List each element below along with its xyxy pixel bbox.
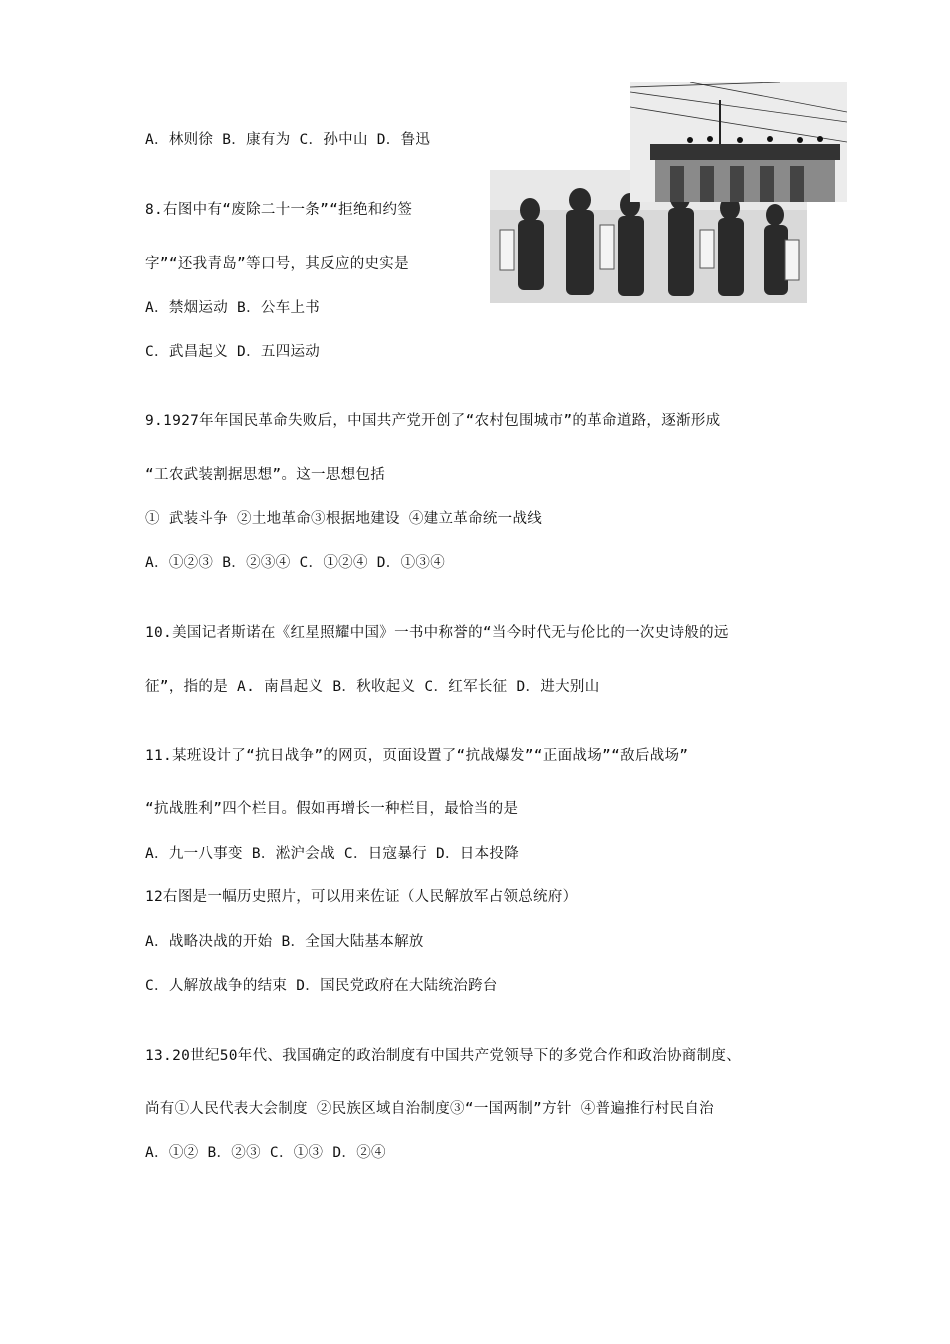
q9-stem-line2: “工农武装割据思想”。这一思想包括 bbox=[145, 467, 386, 483]
q13-stem-line2: 尚有①人民代表大会制度 ②民族区域自治制度③“一国两制”方针 ④普遍推行村民自治 bbox=[145, 1101, 714, 1117]
q11-stem-line1: 11.某班设计了“抗日战争”的网页，页面设置了“抗战爆发”“正面战场”“敌后战场” bbox=[145, 748, 689, 764]
q9-items: ① 武装斗争 ②土地革命③根据地建设 ④建立革命统一战线 bbox=[145, 511, 543, 527]
q13-stem-line1: 13.20世纪50年代、我国确定的政治制度有中国共产党领导下的多党合作和政治协商制度、 bbox=[145, 1048, 742, 1064]
q7-options: A．林则徐 B．康有为 C．孙中山 D．鲁迅 bbox=[145, 132, 431, 148]
q10-stem-line2: 征”，指的是 A. 南昌起义 B．秋收起义 C．红军长征 D．进大别山 bbox=[145, 679, 600, 695]
q8-options-cd: C．武昌起义 D．五四运动 bbox=[145, 344, 321, 360]
q8-stem-line1: 8.右图中有“废除二十一条”“拒绝和约签 bbox=[145, 202, 413, 218]
q8-options-ab: A．禁烟运动 B．公车上书 bbox=[145, 300, 321, 316]
q8-stem-line2: 字”“还我青岛”等口号，其反应的史实是 bbox=[145, 256, 409, 272]
q11-options: A．九一八事变 B．淞沪会战 C．日寇暴行 D．日本投降 bbox=[145, 846, 520, 862]
q12-stem: 12右图是一幅历史照片，可以用来佐证（人民解放军占领总统府） bbox=[145, 889, 578, 905]
q11-stem-line2: “抗战胜利”四个栏目。假如再增长一种栏目，最恰当的是 bbox=[145, 801, 519, 817]
presidential-palace-photo bbox=[630, 82, 847, 202]
q10-stem-line1: 10.美国记者斯诺在《红星照耀中国》一书中称誉的“当今时代无与伦比的一次史诗般的远 bbox=[145, 625, 729, 641]
q12-options-ab: A．战略决战的开始 B．全国大陆基本解放 bbox=[145, 934, 424, 950]
q9-options: A．①②③ B．②③④ C．①②④ D．①③④ bbox=[145, 555, 446, 571]
q9-stem-line1: 9.1927年年国民革命失败后，中国共产党开创了“农村包围城市”的革命道路，逐渐形成 bbox=[145, 413, 721, 429]
q13-options: A．①② B．②③ C．①③ D．②④ bbox=[145, 1145, 386, 1161]
q12-options-cd: C．人解放战争的结束 D．国民党政府在大陆统治跨台 bbox=[145, 978, 498, 994]
